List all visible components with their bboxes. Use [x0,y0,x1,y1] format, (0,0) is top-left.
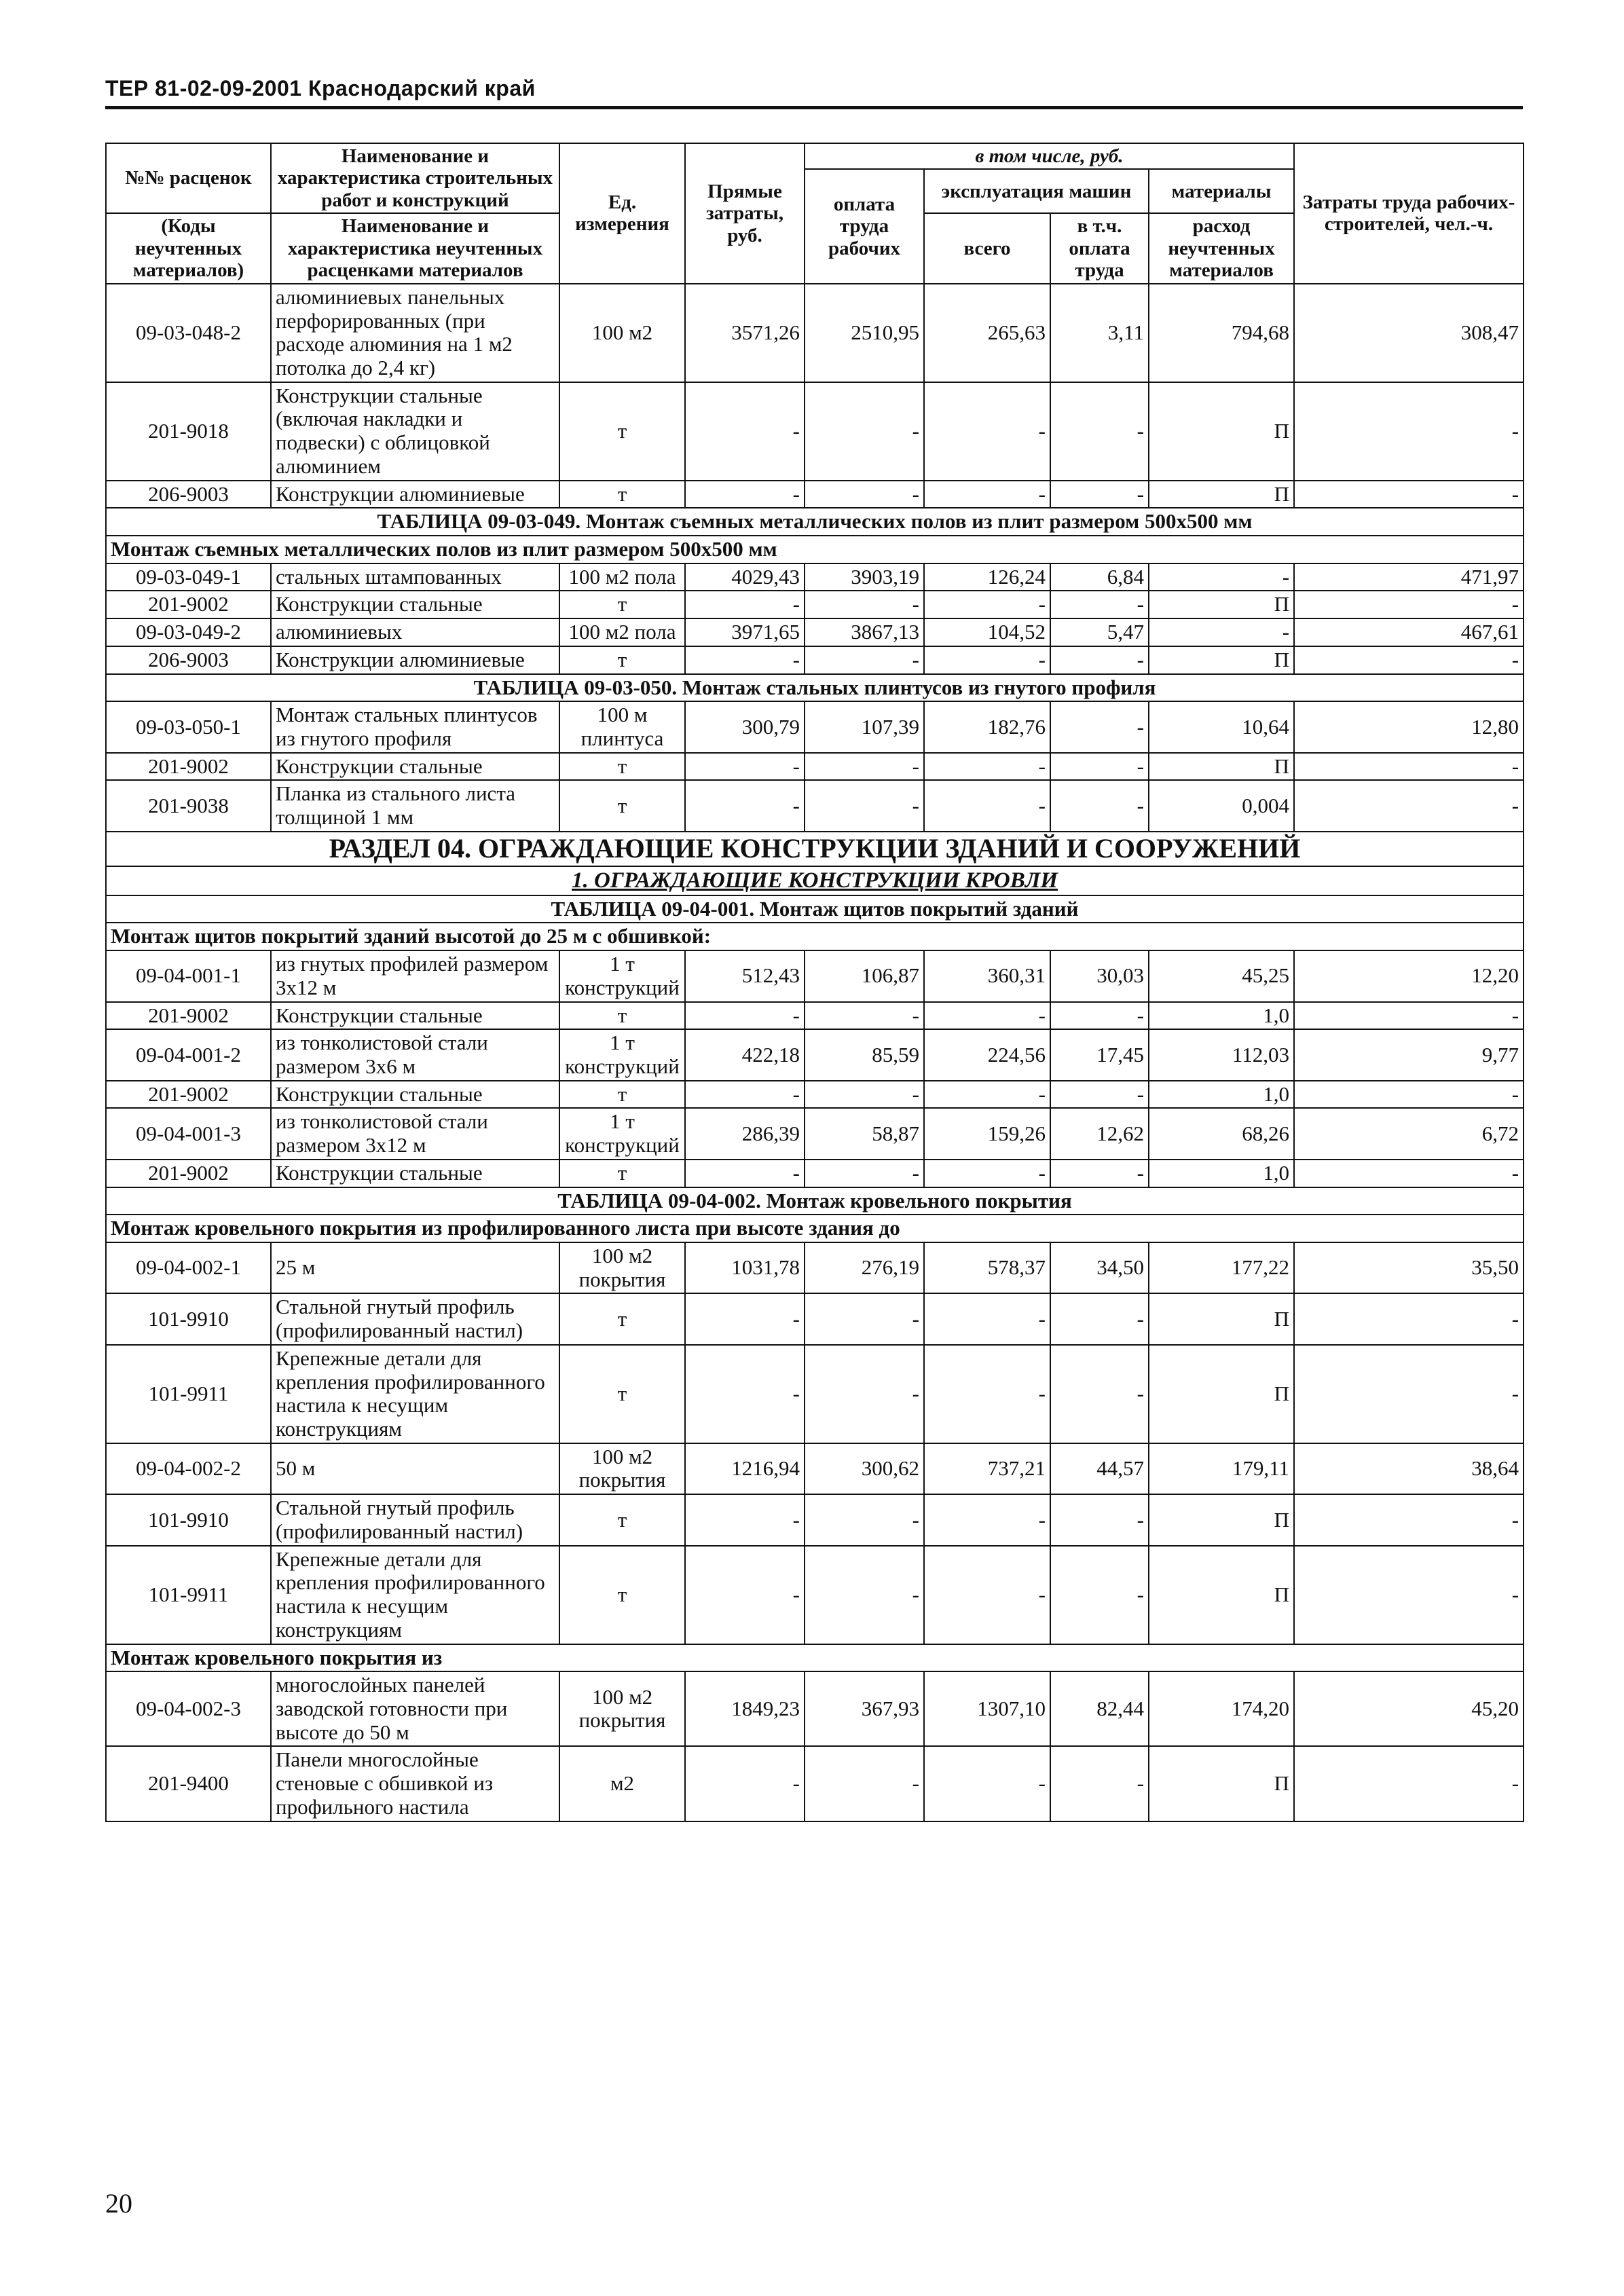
row-materials: П [1149,481,1294,508]
row-wages: - [805,481,924,508]
row-unit: 100 м2 [559,284,685,382]
row-name: Конструкции стальные [271,1160,559,1187]
row-wages: - [805,591,924,618]
row-code: 201-9400 [106,1746,271,1821]
row-name: из гнутых профилей размером 3х12 м [271,950,559,1001]
row-materials: П [1149,1746,1294,1821]
table-header [106,143,1524,284]
row-direct-cost: 3571,26 [685,284,805,382]
table-row [106,591,1524,618]
row-code: 09-04-001-2 [106,1029,271,1080]
row-direct-cost: - [685,1546,805,1644]
section-heading: РАЗДЕЛ 04. ОГРАЖДАЮЩИЕ КОНСТРУКЦИИ ЗДАНИЙ И СООРУЖЕНИЙ [106,832,1524,866]
row-unit: 100 м2 покрытия [559,1671,685,1746]
row-machines-total: 104,52 [924,618,1050,646]
row-machines-total: - [924,1160,1050,1187]
row-code: 101-9911 [106,1345,271,1443]
row-unit: т [559,780,685,831]
table-row [106,1160,1524,1187]
row-direct-cost: 1849,23 [685,1671,805,1746]
table-row [106,563,1524,591]
row-machines-wages: 3,11 [1050,284,1149,382]
table-heading: ТАБЛИЦА 09-03-049. Монтаж съемных металлических полов из плит размером 500х500 мм [106,508,1524,536]
col-machines-wages: в т.ч. оплата труда [1050,213,1149,283]
row-unit: т [559,1293,685,1344]
table-heading-row [106,1187,1524,1215]
row-wages: - [805,382,924,481]
row-unit: т [559,382,685,481]
row-machines-wages: - [1050,1494,1149,1545]
row-name: Стальной гнутый профиль (профилированный настил) [271,1293,559,1344]
table-row [106,1443,1524,1494]
group-heading-row [106,1644,1524,1672]
row-unit: 100 м плинтуса [559,701,685,752]
col-machines: эксплуатация машин [924,169,1149,213]
row-materials: 1,0 [1149,1081,1294,1109]
table-row [106,1242,1524,1293]
row-materials: П [1149,1345,1294,1443]
row-materials: - [1149,563,1294,591]
row-unit: 1 т конструкций [559,1029,685,1080]
row-unit: т [559,481,685,508]
row-machines-wages: - [1050,753,1149,781]
row-machines-total: 182,76 [924,701,1050,752]
row-labor: 12,80 [1294,701,1524,752]
row-machines-total: - [924,382,1050,481]
row-code: 201-9002 [106,1002,271,1030]
row-direct-cost: - [685,1081,805,1109]
row-unit: т [559,1081,685,1109]
table-heading-row [106,674,1524,702]
row-labor: 9,77 [1294,1029,1524,1080]
row-unit: м2 [559,1746,685,1821]
table-row [106,780,1524,831]
table-row [106,1081,1524,1109]
row-wages: - [805,1746,924,1821]
row-machines-wages: 17,45 [1050,1029,1149,1080]
row-materials: 112,03 [1149,1029,1294,1080]
table-row [106,753,1524,781]
row-name: 50 м [271,1443,559,1494]
row-machines-total: - [924,780,1050,831]
row-name: Конструкции стальные [271,1002,559,1030]
row-materials: 174,20 [1149,1671,1294,1746]
group-heading: Монтаж щитов покрытий зданий высотой до 25 м с обшивкой: [106,923,1524,950]
row-code: 201-9038 [106,780,271,831]
row-labor: - [1294,382,1524,481]
table-row [106,1345,1524,1443]
row-wages: 85,59 [805,1029,924,1080]
row-code: 201-9002 [106,753,271,781]
document-title: ТЕР 81-02-09-2001 Краснодарский край [105,76,536,100]
row-labor: - [1294,1345,1524,1443]
table-row [106,950,1524,1001]
row-machines-total: 224,56 [924,1029,1050,1080]
subsection-heading: 1. ОГРАЖДАЮЩИЕ КОНСТРУКЦИИ КРОВЛИ [106,866,1524,895]
row-name: стальных штампованных [271,563,559,591]
row-machines-wages: - [1050,780,1149,831]
row-direct-cost: 3971,65 [685,618,805,646]
row-machines-wages: - [1050,1081,1149,1109]
row-machines-total: - [924,753,1050,781]
row-labor: 471,97 [1294,563,1524,591]
row-name: из тонколистовой стали размером 3х6 м [271,1029,559,1080]
row-code: 201-9002 [106,591,271,618]
group-heading: Монтаж съемных металлических полов из плит размером 500х500 мм [106,536,1524,563]
row-labor: 45,20 [1294,1671,1524,1746]
col-machines-total: всего [924,213,1050,283]
row-code: 09-03-050-1 [106,701,271,752]
row-machines-total: - [924,481,1050,508]
row-labor: - [1294,753,1524,781]
table-row [106,1746,1524,1821]
row-labor: 38,64 [1294,1443,1524,1494]
row-machines-total: - [924,1494,1050,1545]
table-row [106,646,1524,674]
row-materials: П [1149,753,1294,781]
row-machines-wages: - [1050,1746,1149,1821]
row-wages: - [805,1494,924,1545]
row-wages: 3903,19 [805,563,924,591]
row-wages: 3867,13 [805,618,924,646]
row-code: 09-04-002-3 [106,1671,271,1746]
row-direct-cost: 1216,94 [685,1443,805,1494]
row-name: Конструкции стальные (включая накладки и подвески) с облицовкой алюминием [271,382,559,481]
row-direct-cost: 4029,43 [685,563,805,591]
row-name: Конструкции алюминиевые [271,481,559,508]
row-wages: - [805,1345,924,1443]
row-code: 206-9003 [106,481,271,508]
row-name: Планка из стального листа толщиной 1 мм [271,780,559,831]
row-direct-cost: - [685,1293,805,1344]
row-code: 206-9003 [106,646,271,674]
row-machines-total: - [924,1345,1050,1443]
row-labor: 467,61 [1294,618,1524,646]
row-code: 101-9910 [106,1293,271,1344]
row-direct-cost: 1031,78 [685,1242,805,1293]
row-wages: - [805,1546,924,1644]
row-wages: - [805,1160,924,1187]
row-materials: 68,26 [1149,1108,1294,1159]
table-row [106,1002,1524,1030]
row-machines-total: 737,21 [924,1443,1050,1494]
row-machines-total: - [924,1546,1050,1644]
row-code: 201-9018 [106,382,271,481]
row-wages: 2510,95 [805,284,924,382]
row-code: 101-9910 [106,1494,271,1545]
group-heading: Монтаж кровельного покрытия из профилированного листа при высоте здания до [106,1215,1524,1242]
row-machines-wages: - [1050,1293,1149,1344]
row-direct-cost: - [685,481,805,508]
group-heading-row [106,923,1524,950]
row-machines-total: - [924,646,1050,674]
row-machines-wages: - [1050,481,1149,508]
row-machines-wages: 30,03 [1050,950,1149,1001]
row-direct-cost: - [685,1494,805,1545]
row-name: Крепежные детали для крепления профилированного настила к несущим конструкциям [271,1546,559,1644]
row-unit: т [559,1345,685,1443]
row-materials: 1,0 [1149,1002,1294,1030]
row-name: Крепежные детали для крепления профилированного настила к несущим конструкциям [271,1345,559,1443]
col-code-bottom: (Коды неучтенных материалов) [106,213,271,283]
row-materials: П [1149,1546,1294,1644]
row-name: Конструкции стальные [271,753,559,781]
row-materials: 1,0 [1149,1160,1294,1187]
row-machines-wages: - [1050,1345,1149,1443]
row-direct-cost: - [685,382,805,481]
row-machines-wages: 5,47 [1050,618,1149,646]
row-materials: - [1149,618,1294,646]
row-wages: 58,87 [805,1108,924,1159]
row-labor: - [1294,1002,1524,1030]
row-labor: 12,20 [1294,950,1524,1001]
row-name: Панели многослойные стеновые с обшивкой из профильного настила [271,1746,559,1821]
row-machines-total: 159,26 [924,1108,1050,1159]
table-heading: ТАБЛИЦА 09-04-002. Монтаж кровельного покрытия [106,1187,1524,1215]
row-direct-cost: 512,43 [685,950,805,1001]
row-materials: П [1149,591,1294,618]
row-direct-cost: 300,79 [685,701,805,752]
row-name: Конструкции стальные [271,1081,559,1109]
row-code: 09-04-001-3 [106,1108,271,1159]
document-header [105,76,1523,101]
row-unit: 100 м2 покрытия [559,1242,685,1293]
row-machines-total: - [924,591,1050,618]
row-unit: т [559,1002,685,1030]
table-row [106,1671,1524,1746]
row-name: многослойных панелей заводской готовности при высоте до 50 м [271,1671,559,1746]
table-row [106,382,1524,481]
row-direct-cost: 286,39 [685,1108,805,1159]
row-machines-total: - [924,1746,1050,1821]
table-body [106,284,1524,1821]
row-materials: 794,68 [1149,284,1294,382]
row-machines-total: 578,37 [924,1242,1050,1293]
row-labor: - [1294,1546,1524,1644]
table-heading: ТАБЛИЦА 09-03-050. Монтаж стальных плинтусов из гнутого профиля [106,674,1524,702]
row-code: 201-9002 [106,1081,271,1109]
row-unit: т [559,1546,685,1644]
row-machines-wages: 82,44 [1050,1671,1149,1746]
table-row [106,1494,1524,1545]
row-direct-cost: - [685,646,805,674]
row-wages: - [805,1002,924,1030]
header-rule [105,106,1523,109]
row-materials: П [1149,1293,1294,1344]
row-name: алюминиевых панельных перфорированных (при расходе алюминия на 1 м2 потолка до 2,4 кг) [271,284,559,382]
row-code: 09-04-001-1 [106,950,271,1001]
page-number: 20 [105,2188,132,2219]
row-wages: 107,39 [805,701,924,752]
row-machines-total: - [924,1002,1050,1030]
table-row [106,618,1524,646]
row-labor: - [1294,1081,1524,1109]
subsection-heading-row [106,866,1524,895]
col-name-top: Наименование и характеристика строительных работ и конструкций [271,143,559,213]
row-direct-cost: - [685,1160,805,1187]
row-unit: 1 т конструкций [559,950,685,1001]
table-heading-row [106,895,1524,923]
row-direct-cost: 422,18 [685,1029,805,1080]
row-machines-wages: 44,57 [1050,1443,1149,1494]
row-name: Монтаж стальных плинтусов из гнутого профиля [271,701,559,752]
col-labor: Затраты труда рабочих-строителей, чел.-ч. [1294,143,1524,284]
row-machines-total: 360,31 [924,950,1050,1001]
rates-sheet [105,143,1523,1822]
row-unit: 1 т конструкций [559,1108,685,1159]
row-machines-wages: 12,62 [1050,1108,1149,1159]
table-row [106,1546,1524,1644]
row-labor: 6,72 [1294,1108,1524,1159]
row-name: из тонколистовой стали размером 3х12 м [271,1108,559,1159]
table-row [106,1029,1524,1080]
row-wages: - [805,1293,924,1344]
row-machines-total: 126,24 [924,563,1050,591]
row-wages: - [805,646,924,674]
row-unit: 100 м2 пола [559,563,685,591]
row-materials: 177,22 [1149,1242,1294,1293]
row-name: 25 м [271,1242,559,1293]
row-unit: т [559,753,685,781]
col-direct: Прямые затраты, руб. [685,143,805,284]
row-machines-total: 1307,10 [924,1671,1050,1746]
row-labor: - [1294,1293,1524,1344]
group-heading-row [106,1215,1524,1242]
row-materials: П [1149,382,1294,481]
row-machines-wages: - [1050,1160,1149,1187]
row-unit: т [559,1494,685,1545]
row-code: 09-03-049-2 [106,618,271,646]
row-unit: 100 м2 пола [559,618,685,646]
row-wages: - [805,1081,924,1109]
col-wages: оплата труда рабочих [805,169,924,283]
row-code: 09-04-002-1 [106,1242,271,1293]
row-direct-cost: - [685,591,805,618]
row-direct-cost: - [685,780,805,831]
row-wages: 276,19 [805,1242,924,1293]
row-wages: - [805,780,924,831]
row-machines-wages: - [1050,1002,1149,1030]
row-materials: П [1149,1494,1294,1545]
group-heading-row [106,536,1524,563]
row-labor: 308,47 [1294,284,1524,382]
row-name: Стальной гнутый профиль (профилированный настил) [271,1494,559,1545]
col-name-bottom: Наименование и характеристика неучтенных расценками материалов [271,213,559,283]
row-machines-wages: 34,50 [1050,1242,1149,1293]
row-wages: 300,62 [805,1443,924,1494]
table-row [106,481,1524,508]
row-labor: - [1294,1160,1524,1187]
table-row [106,1108,1524,1159]
row-labor: - [1294,1746,1524,1821]
row-unit: т [559,591,685,618]
row-materials: 10,64 [1149,701,1294,752]
row-machines-total: - [924,1293,1050,1344]
table-row [106,701,1524,752]
section-heading-row [106,832,1524,866]
table-heading-row [106,508,1524,536]
row-machines-wages: - [1050,591,1149,618]
row-code: 09-03-048-2 [106,284,271,382]
row-direct-cost: - [685,753,805,781]
row-name: алюминиевых [271,618,559,646]
col-materials: материалы [1149,169,1294,213]
row-labor: - [1294,591,1524,618]
col-code-top: №№ расценок [106,143,271,213]
row-machines-wages: - [1050,646,1149,674]
table-row [106,284,1524,382]
col-materials-unaccounted: расход неучтенных материалов [1149,213,1294,283]
group-heading: Монтаж кровельного покрытия из [106,1644,1524,1672]
col-unit: Ед. измерения [559,143,685,284]
row-code: 201-9002 [106,1160,271,1187]
row-unit: т [559,646,685,674]
row-code: 09-03-049-1 [106,563,271,591]
row-labor: 35,50 [1294,1242,1524,1293]
row-labor: - [1294,646,1524,674]
row-name: Конструкции стальные [271,591,559,618]
row-wages: - [805,753,924,781]
row-machines-wages: 6,84 [1050,563,1149,591]
rates-table [105,143,1524,1822]
row-machines-wages: - [1050,701,1149,752]
row-labor: - [1294,1494,1524,1545]
row-materials: П [1149,646,1294,674]
row-direct-cost: - [685,1002,805,1030]
row-direct-cost: - [685,1345,805,1443]
row-labor: - [1294,780,1524,831]
col-incl: в том числе, руб. [805,143,1294,169]
row-unit: т [559,1160,685,1187]
table-heading: ТАБЛИЦА 09-04-001. Монтаж щитов покрытий зданий [106,895,1524,923]
row-materials: 45,25 [1149,950,1294,1001]
row-name: Конструкции алюминиевые [271,646,559,674]
row-code: 09-04-002-2 [106,1443,271,1494]
row-wages: 367,93 [805,1671,924,1746]
row-machines-wages: - [1050,1546,1149,1644]
row-wages: 106,87 [805,950,924,1001]
row-materials: 179,11 [1149,1443,1294,1494]
row-machines-wages: - [1050,382,1149,481]
row-code: 101-9911 [106,1546,271,1644]
row-machines-total: 265,63 [924,284,1050,382]
table-row [106,1293,1524,1344]
row-materials: 0,004 [1149,780,1294,831]
row-unit: 100 м2 покрытия [559,1443,685,1494]
row-direct-cost: - [685,1746,805,1821]
row-labor: - [1294,481,1524,508]
row-machines-total: - [924,1081,1050,1109]
